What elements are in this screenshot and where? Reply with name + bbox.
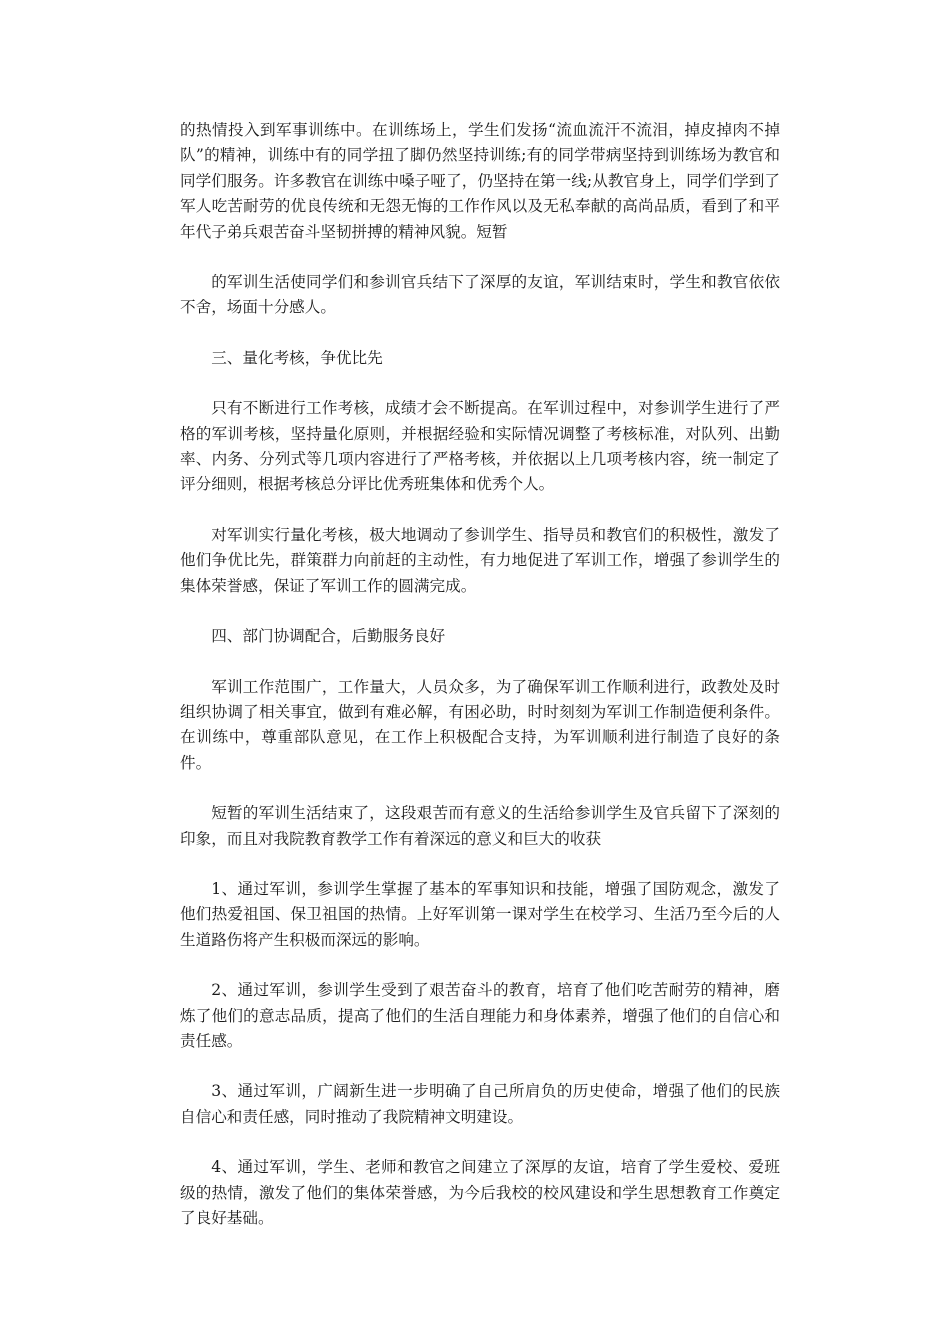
list-item-1: 1、通过军训，参训学生掌握了基本的军事知识和技能，增强了国防观念，激发了他们热爱祖国、保卫祖国的热情。上好军训第一课对学生在校学习、生活乃至今后的人生道路伤将产生积极而深远的影响。 — [180, 879, 780, 949]
paragraph-assessment: 只有不断进行工作考核，成绩才会不断提高。在军训过程中，对参训学生进行了严格的军训考核，坚持量化原则，并根据经验和实际情况调整了考核标准，对队列、出勤率、内务、分列式等几项内容进行了严格考核，并依据以上几项考核内容，统一制定了评分细则，根据考核总分评比优秀班集体和优秀个人。 — [180, 399, 780, 494]
document-body — [180, 118, 780, 1256]
list-item-3: 3、通过军训，广阔新生进一步明确了自己所肩负的历史使命，增强了他们的民族自信心和责任感，同时推动了我院精神文明建设。 — [180, 1082, 780, 1126]
list-item-2: 2、通过军训，参训学生受到了艰苦奋斗的教育，培育了他们吃苦耐劳的精神，磨炼了他们的意志品质，提高了他们的生活自理能力和身体素养，增强了他们的自信心和责任感。 — [180, 981, 780, 1050]
paragraph-summary: 短暂的军训生活结束了，这段艰苦而有意义的生活给参训学生及官兵留下了深刻的印象，而且对我院教育教学工作有着深远的意义和巨大的收获 — [180, 804, 780, 848]
list-item-4: 4、通过军训，学生、老师和教官之间建立了深厚的友谊，培育了学生爱校、爱班级的热情，激发了他们的集体荣誉感，为今后我校的校风建设和学生思想教育工作奠定了良好基础。 — [180, 1158, 780, 1227]
section-heading-3: 三、量化考核，争优比先 — [211, 348, 383, 367]
paragraph-quantified-assessment: 对军训实行量化考核，极大地调动了参训学生、指导员和教官们的积极性，激发了他们争优比先，群策群力向前赶的主动性，有力地促进了军训工作，增强了参训学生的集体荣誉感，保证了军训工作的圆满完成。 — [180, 525, 780, 595]
paragraph-friendship: 的军训生活使同学们和参训官兵结下了深厚的友谊，军训结束时，学生和教官依依不舍，场面十分感人。 — [180, 273, 780, 317]
paragraph-coordination: 军训工作范围广，工作量大，人员众多，为了确保军训工作顺利进行，政教处及时组织协调了相关事宜，做到有难必解，有困必助，时时刻刻为军训工作制造便利条件。在训练中，尊重部队意见，在工作上积极配合支持，为军训顺利进行制造了良好的条件。 — [180, 677, 780, 772]
section-heading-4: 四、部门协调配合，后勤服务良好 — [211, 627, 446, 646]
paragraph-continuation: 的热情投入到军事训练中。在训练场上，学生们发扬“流血流汗不流泪，掉皮掉肉不掉队”的精神，训练中有的同学扭了脚仍然坚持训练;有的同学带病坚持到训练场为教官和同学们服务。许多教官在训练中嗓子哑了，仍坚持在第一线;从教官身上，同学们学到了军人吃苦耐劳的优良传统和无怨无悔的工作作风以及无私奉献的高尚品质，看到了和平年代子弟兵艰苦奋斗坚韧拼搏的精神风貌。短暂 — [180, 121, 780, 241]
